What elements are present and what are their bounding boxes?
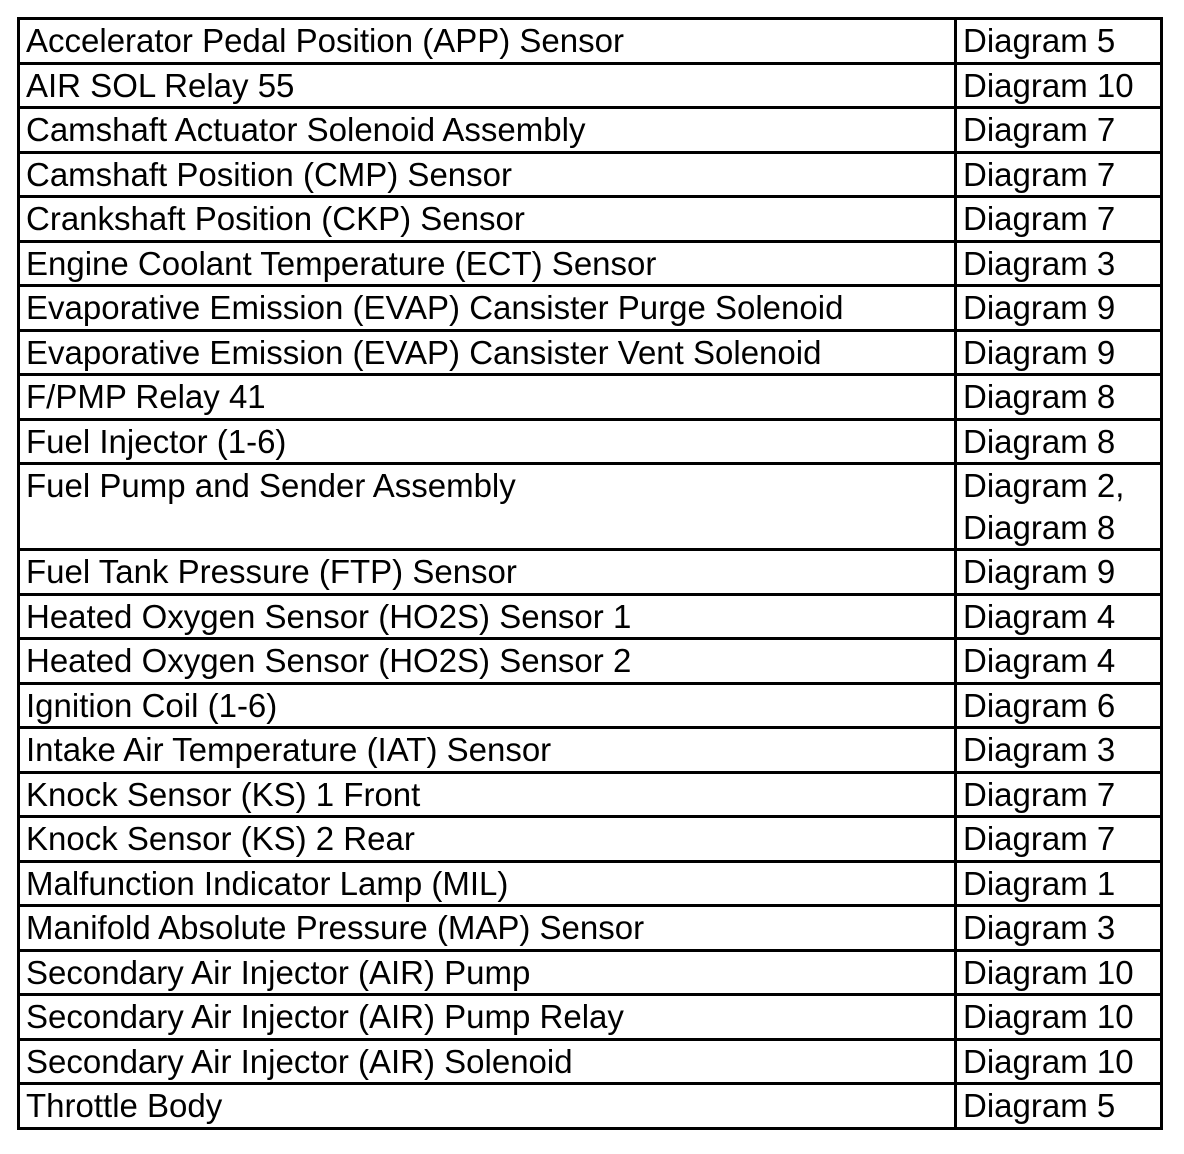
table-row <box>19 683 1162 728</box>
table-row <box>19 63 1162 108</box>
diagram-reference: Diagram 9 <box>963 289 1116 326</box>
diagram-reference: Diagram 10 <box>963 66 1134 104</box>
component-name-cell: Heated Oxygen Sensor (HO2S) Sensor 2 <box>19 639 956 684</box>
diagram-reference: Diagram 5 <box>963 22 1116 59</box>
component-name-cell: AIR SOL Relay 55 <box>19 63 956 108</box>
component-name-cell: Throttle Body <box>19 1084 956 1129</box>
component-name-cell: Malfunction Indicator Lamp (MIL) <box>19 861 956 906</box>
diagram-reference-cell <box>956 286 1162 331</box>
diagram-reference-cell <box>956 550 1162 595</box>
table-row <box>19 241 1162 286</box>
component-name-cell: Secondary Air Injector (AIR) Solenoid <box>19 1039 956 1084</box>
diagram-reference: Diagram 6 <box>963 686 1116 724</box>
table-row <box>19 1039 1162 1084</box>
table-row <box>19 108 1162 153</box>
table-row <box>19 19 1162 64</box>
diagram-reference-cell <box>956 19 1162 64</box>
component-name-cell: Fuel Tank Pressure (FTP) Sensor <box>19 550 956 595</box>
diagram-reference: Diagram 4 <box>963 642 1116 679</box>
component-name-cell: Crankshaft Position (CKP) Sensor <box>19 197 956 242</box>
table-row <box>19 772 1162 817</box>
diagram-reference-cell <box>956 728 1162 773</box>
diagram-reference-cell <box>956 197 1162 242</box>
table-row <box>19 152 1162 197</box>
diagram-reference-cell <box>956 683 1162 728</box>
diagram-reference-cell <box>956 772 1162 817</box>
diagram-reference-cell <box>956 330 1162 375</box>
component-name-cell: Knock Sensor (KS) 1 Front <box>19 772 956 817</box>
diagram-reference-cell <box>956 419 1162 464</box>
table-row <box>19 550 1162 595</box>
diagram-reference: Diagram 3 <box>963 244 1116 282</box>
table-row <box>19 464 1162 550</box>
diagram-reference: Diagram 3 <box>963 731 1116 768</box>
table-body <box>19 19 1162 1129</box>
diagram-reference-cell <box>956 594 1162 639</box>
component-name-cell: Accelerator Pedal Position (APP) Sensor <box>19 19 956 64</box>
diagram-reference-cell <box>956 108 1162 153</box>
table-row <box>19 728 1162 773</box>
component-name-cell: Secondary Air Injector (AIR) Pump Relay <box>19 995 956 1040</box>
component-name-cell: Fuel Injector (1-6) <box>19 419 956 464</box>
diagram-reference: Diagram 8 <box>963 378 1116 415</box>
component-name-cell: Engine Coolant Temperature (ECT) Sensor <box>19 241 956 286</box>
diagram-reference: Diagram 8 <box>963 422 1116 460</box>
table-row <box>19 639 1162 684</box>
diagram-reference: Diagram 2, <box>963 467 1125 504</box>
diagram-reference-cell <box>956 906 1162 951</box>
diagram-reference-cell <box>956 63 1162 108</box>
diagram-reference: Diagram 10 <box>963 953 1134 991</box>
component-name-cell: Evaporative Emission (EVAP) Cansister Purge Solenoid <box>19 286 956 331</box>
table-row <box>19 197 1162 242</box>
diagram-reference: Diagram 7 <box>963 200 1116 237</box>
diagram-reference-cell <box>956 464 1162 550</box>
diagram-reference-cell <box>956 950 1162 995</box>
diagram-reference-cell <box>956 1039 1162 1084</box>
table-row <box>19 1084 1162 1129</box>
diagram-reference: Diagram 4 <box>963 597 1116 635</box>
component-name-cell: Manifold Absolute Pressure (MAP) Sensor <box>19 906 956 951</box>
table-row <box>19 419 1162 464</box>
diagram-reference: Diagram 10 <box>963 1042 1134 1080</box>
diagram-reference: Diagram 9 <box>963 553 1116 590</box>
diagram-reference: Diagram 1 <box>963 864 1116 902</box>
diagram-reference: Diagram 7 <box>963 155 1116 193</box>
diagram-reference-cell <box>956 1084 1162 1129</box>
table-row <box>19 375 1162 420</box>
diagram-reference: Diagram 10 <box>963 998 1134 1035</box>
diagram-reference-cell <box>956 861 1162 906</box>
table-row <box>19 817 1162 862</box>
component-name-cell: Ignition Coil (1-6) <box>19 683 956 728</box>
table-row <box>19 950 1162 995</box>
diagram-reference: Diagram 9 <box>963 333 1116 371</box>
component-name-cell: Camshaft Position (CMP) Sensor <box>19 152 956 197</box>
diagram-reference: Diagram 8 <box>963 508 1116 546</box>
component-name-cell: Camshaft Actuator Solenoid Assembly <box>19 108 956 153</box>
diagram-reference-cell <box>956 241 1162 286</box>
diagram-reference-cell <box>956 375 1162 420</box>
component-diagram-table <box>17 17 1163 1130</box>
table-row <box>19 286 1162 331</box>
component-name-cell: Intake Air Temperature (IAT) Sensor <box>19 728 956 773</box>
diagram-reference: Diagram 7 <box>963 820 1116 857</box>
diagram-reference-cell <box>956 152 1162 197</box>
component-name-cell: Fuel Pump and Sender Assembly <box>19 464 956 550</box>
component-name-cell: Secondary Air Injector (AIR) Pump <box>19 950 956 995</box>
diagram-reference: Diagram 7 <box>963 775 1116 813</box>
table-row <box>19 594 1162 639</box>
table-row <box>19 906 1162 951</box>
diagram-reference: Diagram 7 <box>963 111 1116 148</box>
component-name-cell: Knock Sensor (KS) 2 Rear <box>19 817 956 862</box>
component-name-cell: Heated Oxygen Sensor (HO2S) Sensor 1 <box>19 594 956 639</box>
table-row <box>19 330 1162 375</box>
component-name-cell: F/PMP Relay 41 <box>19 375 956 420</box>
component-name-cell: Evaporative Emission (EVAP) Cansister Vent Solenoid <box>19 330 956 375</box>
diagram-reference-cell <box>956 639 1162 684</box>
table-row <box>19 861 1162 906</box>
diagram-reference: Diagram 5 <box>963 1087 1116 1124</box>
diagram-reference-cell <box>956 995 1162 1040</box>
diagram-reference: Diagram 3 <box>963 909 1116 946</box>
table-row <box>19 995 1162 1040</box>
diagram-reference-cell <box>956 817 1162 862</box>
